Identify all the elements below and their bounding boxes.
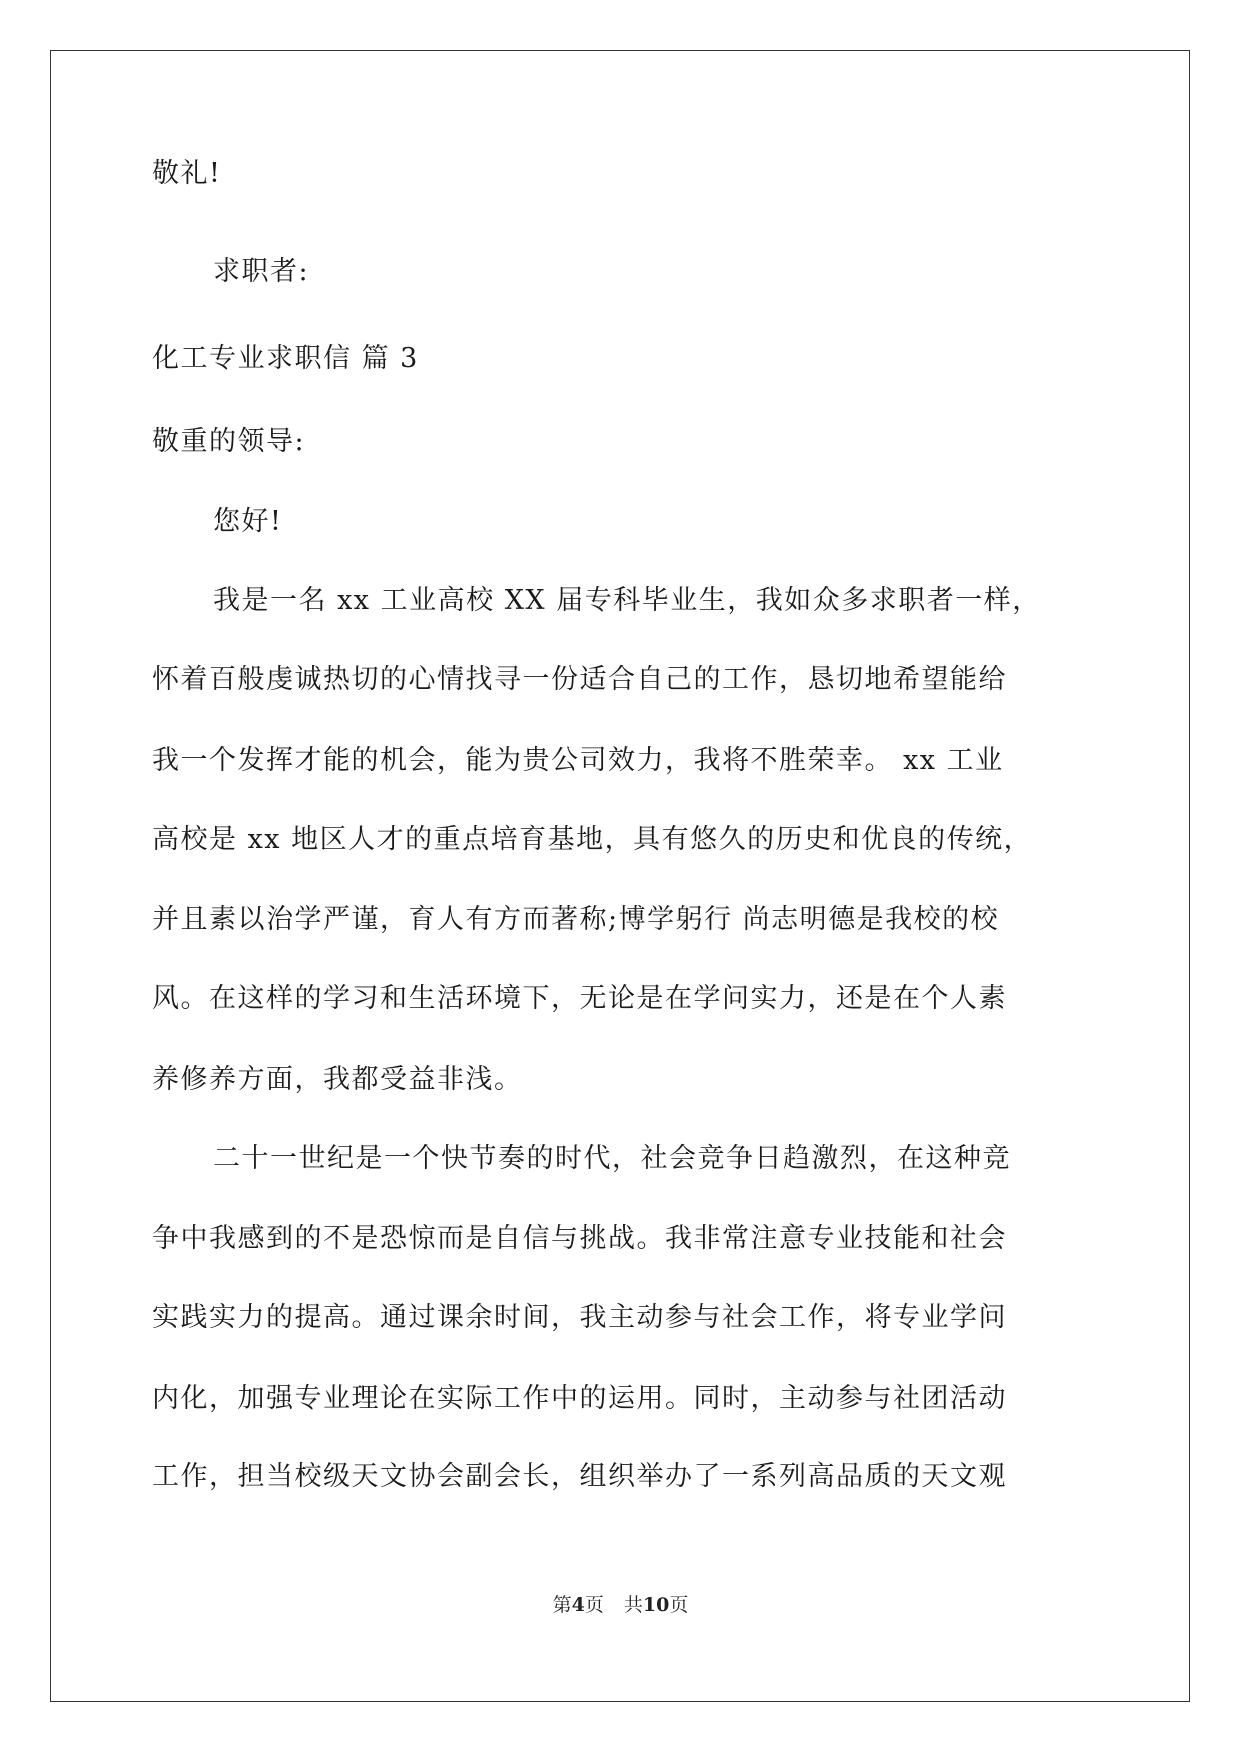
paragraph-line: 养修养方面，我都受益非浅。: [152, 1064, 523, 1095]
paragraph-line: 内化，加强专业理论在实际工作中的运用。同时，主动参与社团活动: [152, 1383, 1007, 1414]
paragraph-line: 高校是 xx 地区人才的重点培育基地，具有悠久的历史和优良的传统，: [152, 824, 1033, 855]
paragraph-line: 争中我感到的不是恐惊而是自信与挑战。我非常注意专业技能和社会: [152, 1223, 1007, 1254]
section-heading: 化工专业求职信 篇 3: [152, 343, 419, 374]
total-prefix: 共: [623, 1594, 643, 1616]
page-total: 10: [642, 1594, 670, 1616]
total-suffix: 页: [669, 1594, 689, 1616]
paragraph-line: 实践实力的提高。通过课余时间，我主动参与社会工作，将专业学问: [152, 1302, 1007, 1333]
page-border: [50, 50, 1190, 1702]
signature-label: 求职者:: [213, 256, 310, 287]
greeting: 敬重的领导:: [152, 426, 306, 457]
paragraph-line: 工作，担当校级天文协会副会长，组织举办了一系列高品质的天文观: [152, 1461, 1007, 1492]
page-prefix: 第: [552, 1594, 572, 1616]
hello-line: 您好!: [213, 506, 283, 537]
paragraph-line: 并且素以治学严谨，育人有方而著称;博学躬行 尚志明德是我校的校: [152, 904, 1000, 935]
paragraph-line: 我一个发挥才能的机会，能为贵公司效力，我将不胜荣幸。 xx 工业: [152, 745, 1004, 776]
closing-salutation: 敬礼!: [152, 158, 222, 189]
paragraph-line: 怀着百般虔诚热切的心情找寻一份适合自己的工作，恳切地希望能给: [152, 664, 1007, 695]
paragraph-line: 我是一名 xx 工业高校 XX 届专科毕业生，我如众多求职者一样，: [213, 585, 1041, 616]
page-suffix: 页: [584, 1594, 604, 1616]
page-footer: [0, 1590, 1241, 1617]
page-current: 4: [571, 1594, 585, 1616]
paragraph-line: 二十一世纪是一个快节奏的时代，社会竞争日趋激烈，在这种竞: [213, 1143, 1011, 1174]
paragraph-line: 风。在这样的学习和生活环境下，无论是在学问实力，还是在个人素: [152, 983, 1007, 1014]
